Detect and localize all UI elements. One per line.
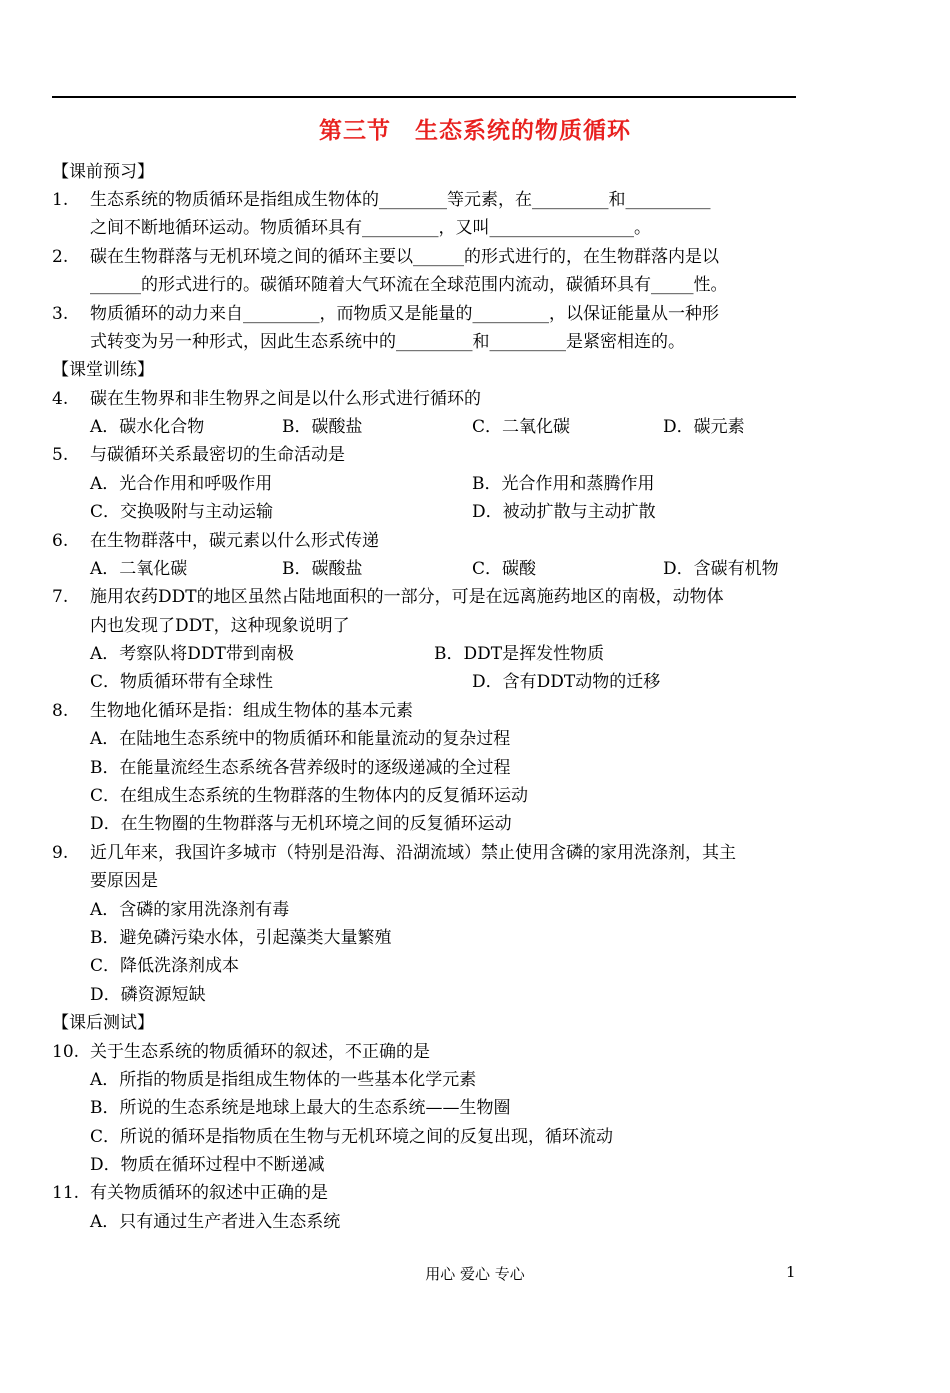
option-a: A．所指的物质是指组成生物体的一些基本化学元素 <box>90 1070 477 1090</box>
question-number: 5. <box>52 445 69 465</box>
question-number: 11. <box>52 1183 80 1203</box>
question-number: 3. <box>52 304 69 324</box>
option-b: B．在能量流经生态系统各营养级时的逐级递减的全过程 <box>90 758 511 778</box>
question-number: 2. <box>52 247 69 267</box>
option-a: A．考察队将DDT带到南极 <box>90 644 294 664</box>
section-heading-preview: 【课前预习】 <box>52 162 154 182</box>
question-number: 8. <box>52 701 69 721</box>
option-a: A．含磷的家用洗涤剂有毒 <box>90 900 290 920</box>
option-a: A．碳水化合物 <box>90 417 205 437</box>
question-stem: 生物地化循环是指：组成生物体的基本元素 <box>90 701 413 721</box>
question-stem: 关于生态系统的物质循环的叙述，不正确的是 <box>90 1042 430 1062</box>
question-text: 碳在生物群落与无机环境之间的循环主要以______的形式进行的，在生物群落内是以 <box>90 247 719 267</box>
question-number: 6. <box>52 531 69 551</box>
option-d: D．在生物圈的生物群落与无机环境之间的反复循环运动 <box>90 814 512 834</box>
option-a: A．只有通过生产者进入生态系统 <box>90 1212 341 1232</box>
question-stem: 有关物质循环的叙述中正确的是 <box>90 1183 328 1203</box>
question-number: 9. <box>52 843 69 863</box>
question-text: 近几年来，我国许多城市（特别是沿海、沿湖流域）禁止使用含磷的家用洗涤剂，其主 <box>90 843 736 863</box>
option-c: C．物质循环带有全球性 <box>90 672 274 692</box>
question-text: 生态系统的物质循环是指组成生物体的________等元素，在_________和__________ <box>90 190 711 210</box>
option-a: A．二氧化碳 <box>90 559 188 579</box>
option-b: B．避免磷污染水体，引起藻类大量繁殖 <box>90 928 392 948</box>
question-text: 施用农药DDT的地区虽然占陆地面积的一部分，可是在远离施药地区的南极，动物体 <box>90 587 724 607</box>
option-b: B．所说的生态系统是地球上最大的生态系统——生物圈 <box>90 1098 511 1118</box>
question-number: 4. <box>52 389 69 409</box>
question-stem: 与碳循环关系最密切的生命活动是 <box>90 445 345 465</box>
option-b: B．DDT是挥发性物质 <box>434 644 605 664</box>
option-c: C．二氧化碳 <box>472 417 571 437</box>
section-heading-after: 【课后测试】 <box>52 1013 154 1033</box>
header-rule <box>52 96 796 98</box>
option-c: C．碳酸 <box>472 559 537 579</box>
option-b: B．碳酸盐 <box>282 559 363 579</box>
question-text: 式转变为另一种形式，因此生态系统中的_________和_________是紧密相连的。 <box>90 332 685 352</box>
question-number: 10. <box>52 1042 80 1062</box>
option-d: D．含碳有机物 <box>663 559 779 579</box>
question-text: 要原因是 <box>90 871 158 891</box>
option-b: B．光合作用和蒸腾作用 <box>472 474 655 494</box>
question-text: 物质循环的动力来自_________，而物质又是能量的_________，以保证能量从一种形 <box>90 304 719 324</box>
option-a: A．光合作用和呼吸作用 <box>90 474 273 494</box>
question-text: 之间不断地循环运动。物质循环具有_________，又叫_________________。 <box>90 218 651 238</box>
page-title: 第三节 生态系统的物质循环 <box>319 118 631 144</box>
option-d: D．被动扩散与主动扩散 <box>472 502 656 522</box>
page-number: 1 <box>786 1263 796 1281</box>
section-heading-classroom: 【课堂训练】 <box>52 360 154 380</box>
option-c: C．所说的循环是指物质在生物与无机环境之间的反复出现，循环流动 <box>90 1127 614 1147</box>
option-c: C．降低洗涤剂成本 <box>90 956 240 976</box>
question-stem: 在生物群落中，碳元素以什么形式传递 <box>90 531 379 551</box>
question-text: ______的形式进行的。碳循环随着大气环流在全球范围内流动，碳循环具有_____性。 <box>90 275 728 295</box>
question-number: 7. <box>52 587 69 607</box>
option-a: A．在陆地生态系统中的物质循环和能量流动的复杂过程 <box>90 729 511 749</box>
question-stem: 碳在生物界和非生物界之间是以什么形式进行循环的 <box>90 389 481 409</box>
option-c: C．交换吸附与主动运输 <box>90 502 274 522</box>
option-d: D．物质在循环过程中不断递减 <box>90 1155 325 1175</box>
question-number: 1. <box>52 190 69 210</box>
option-c: C．在组成生态系统的生物群落的生物体内的反复循环运动 <box>90 786 529 806</box>
option-d: D．磷资源短缺 <box>90 985 206 1005</box>
option-b: B．碳酸盐 <box>282 417 363 437</box>
question-text: 内也发现了DDT，这种现象说明了 <box>90 616 350 636</box>
option-d: D．碳元素 <box>663 417 745 437</box>
option-d: D．含有DDT动物的迁移 <box>472 672 661 692</box>
footer-text: 用心 爱心 专心 <box>425 1265 525 1283</box>
